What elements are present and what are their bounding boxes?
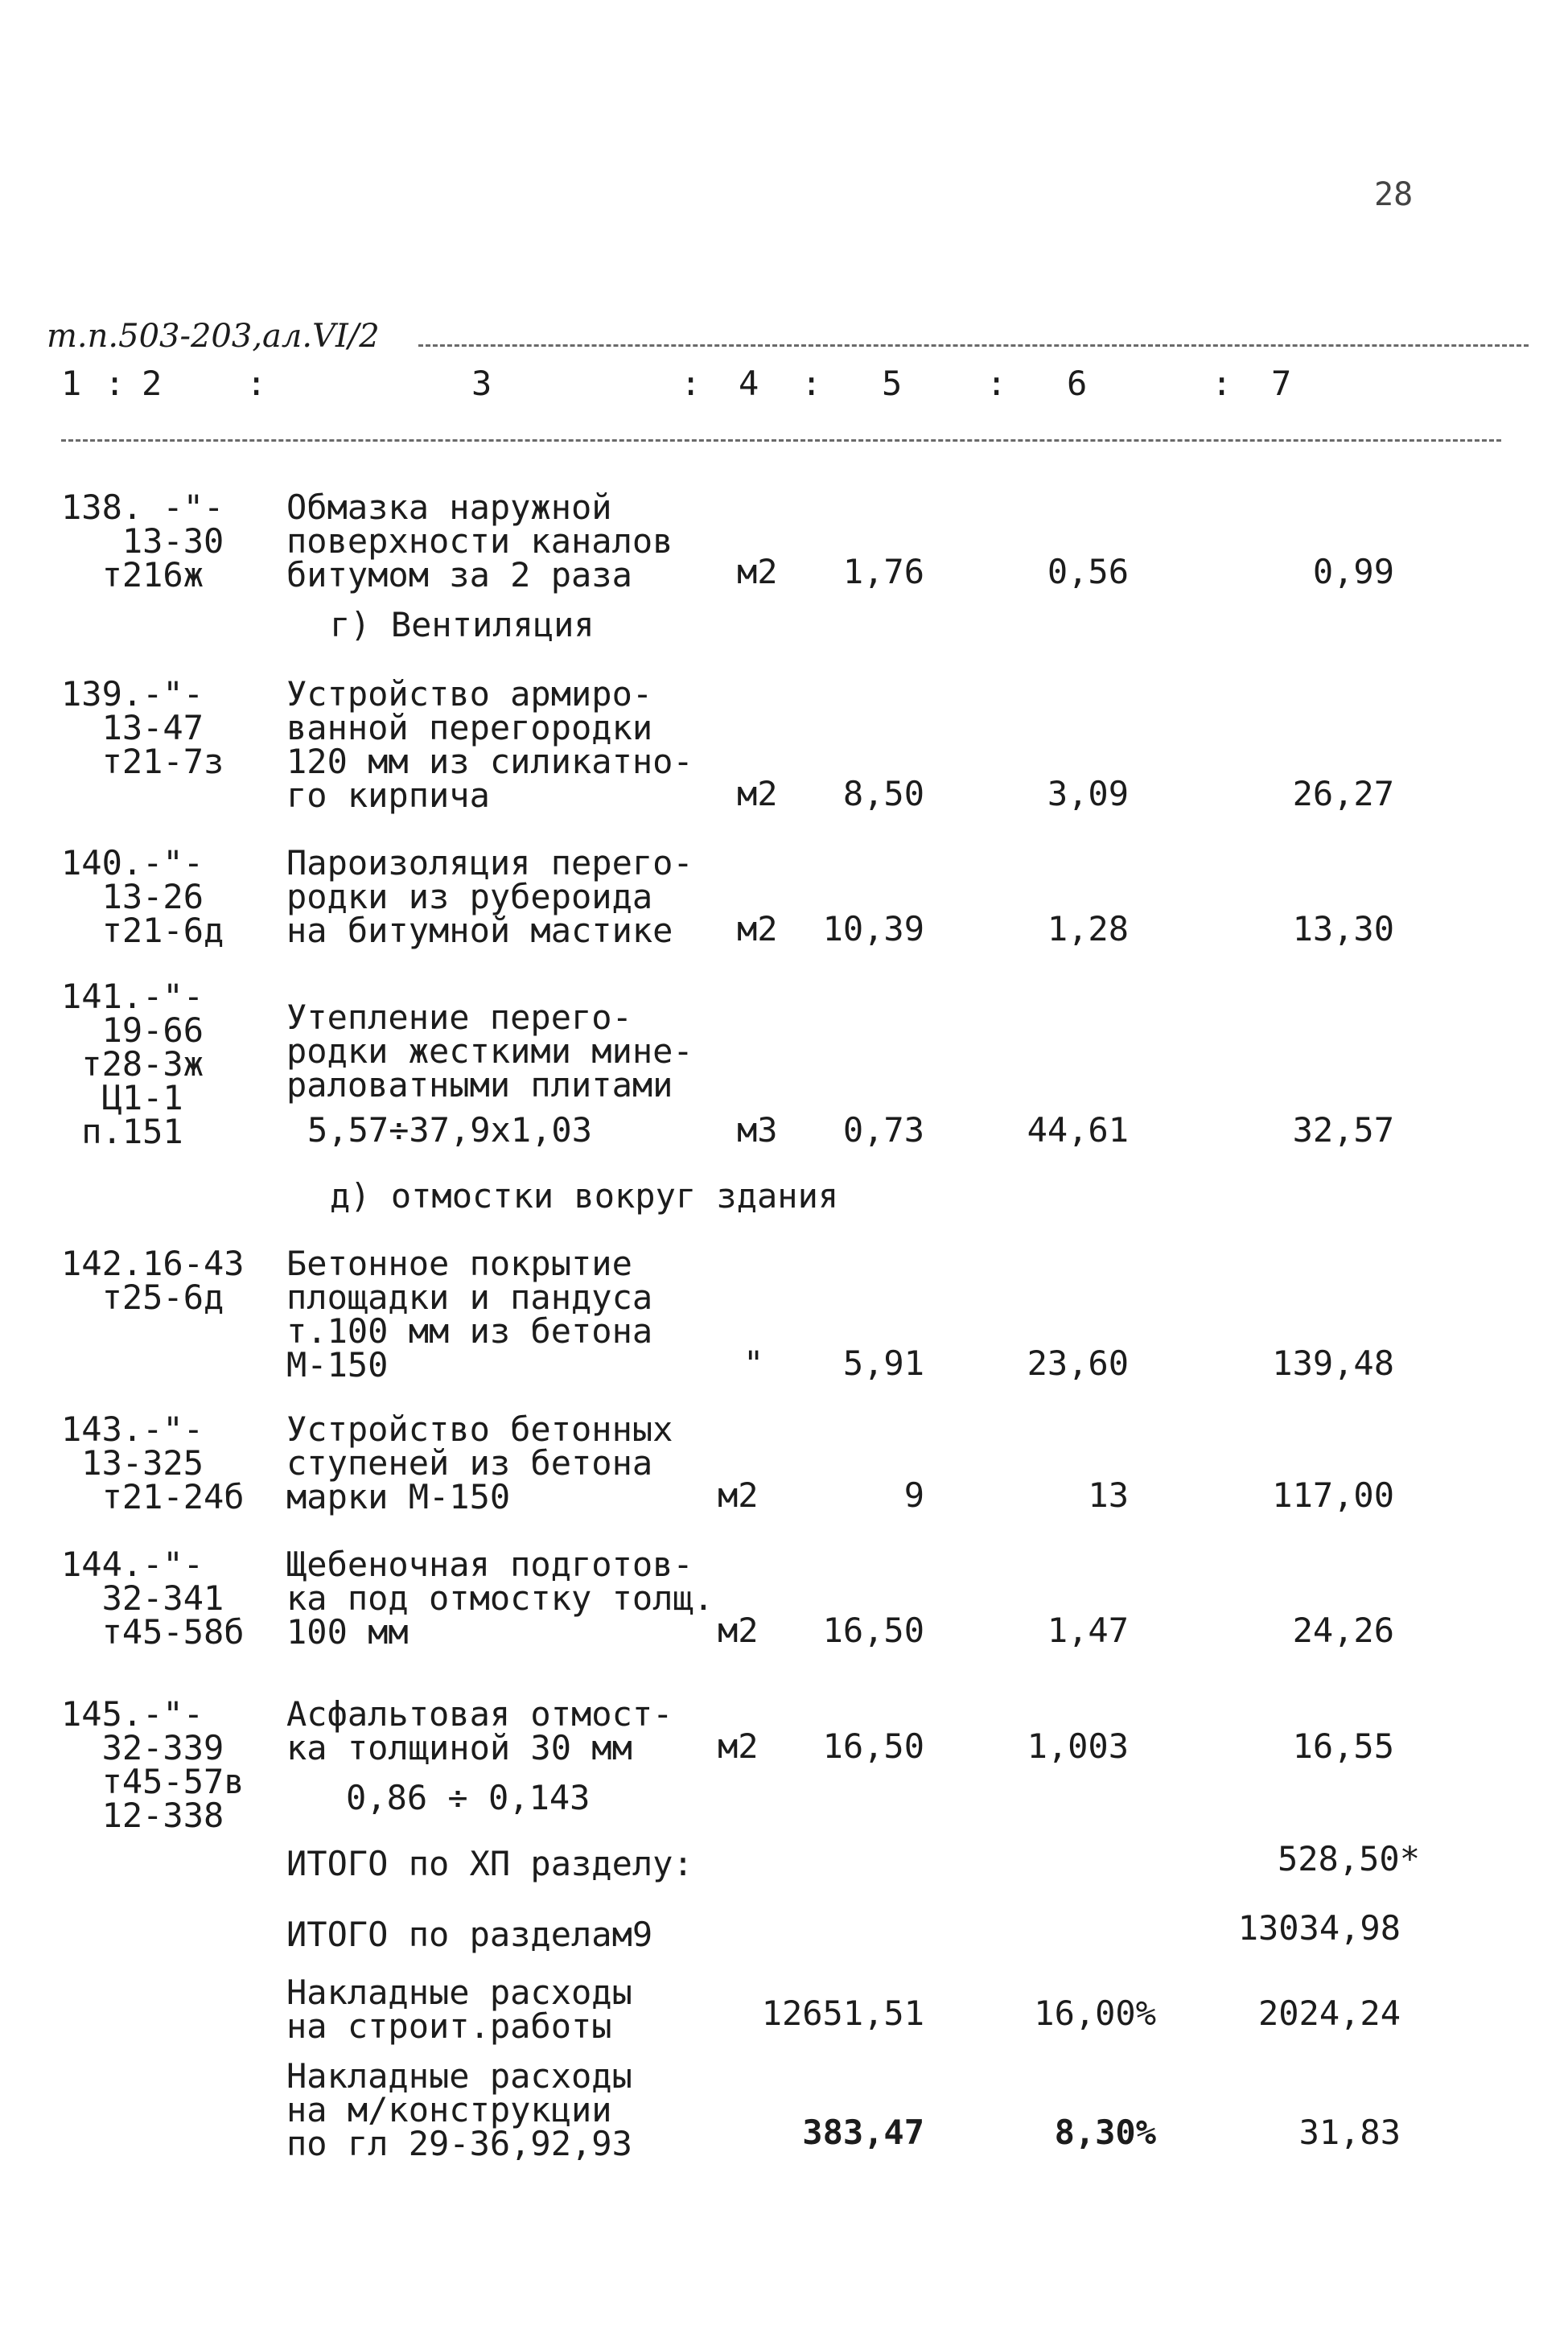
section-total-value: 528,50* (1277, 1839, 1420, 1878)
row-quantity: 10,39 (822, 909, 924, 948)
row-description: Асфальтовая отмост- ка толщиной 30 мм (286, 1694, 673, 1767)
row-quantity: 16,50 (822, 1611, 924, 1650)
column-header-2: 2 (142, 364, 163, 403)
row-unit: м3 (737, 1110, 778, 1150)
row-total: 16,55 (1292, 1726, 1394, 1766)
column-separator: : (1212, 364, 1233, 403)
row-total: 32,57 (1292, 1110, 1394, 1150)
row-unit: м2 (718, 1726, 759, 1766)
row-unit-price: 1,003 (1027, 1726, 1129, 1766)
row-total: 117,00 (1272, 1475, 1394, 1515)
row-quantity: 5,91 (842, 1343, 924, 1383)
row-unit-price: 23,60 (1027, 1343, 1129, 1383)
overhead-construction-rate: 16,00% (1034, 1994, 1156, 2033)
column-header-6: 6 (1067, 364, 1088, 403)
overhead-metal-rate: 8,30% (1054, 2113, 1156, 2152)
row-unit: м2 (737, 552, 778, 591)
row-description: Утепление перего- родки жесткими мине- раловатными плитами (286, 998, 693, 1105)
row-total: 139,48 (1272, 1343, 1394, 1383)
row-total: 0,99 (1312, 552, 1394, 591)
overhead-metal-value: 31,83 (1298, 2113, 1401, 2152)
overhead-construction-value: 2024,24 (1257, 1994, 1401, 2033)
overhead-construction-base: 12651,51 (761, 1994, 924, 2033)
row-formula: 5,57÷37,9х1,03 (307, 1110, 593, 1150)
column-separator: : (246, 364, 267, 403)
row-quantity: 8,50 (842, 774, 924, 813)
sections-total-value: 13034,98 (1237, 1908, 1401, 1948)
column-header-3: 3 (471, 364, 492, 403)
column-separator: : (105, 364, 126, 403)
row-description: Устройство армиро- ванной перегородки 120 мм из силикатно- го кирпича (286, 674, 693, 815)
row-unit-price: 13 (1088, 1475, 1129, 1515)
row-quantity: 1,76 (842, 552, 924, 591)
row-code: 141.-"- 19-66 т28-3ж Ц1-1 п.151 (61, 977, 204, 1151)
column-header-5: 5 (882, 364, 903, 403)
row-unit: м2 (718, 1611, 759, 1650)
section-total-label: ИТОГО по ХП разделу: (286, 1844, 693, 1883)
row-description: Обмазка наружной поверхности каналов битумом за 2 раза (286, 488, 673, 595)
row-code: 144.-"- 32-341 т45-58б (61, 1545, 245, 1652)
row-unit-price: 44,61 (1027, 1110, 1129, 1150)
section-heading: д) отмостки вокруг здания (330, 1176, 839, 1216)
row-unit: м2 (737, 909, 778, 948)
row-formula: 0,86 ÷ 0,143 (346, 1778, 591, 1817)
row-unit-price: 0,56 (1047, 552, 1129, 591)
row-unit-price: 3,09 (1047, 774, 1129, 813)
column-separator: : (986, 364, 1007, 403)
row-code: 139.-"- 13-47 т21-7з (61, 674, 224, 781)
column-separator: : (681, 364, 702, 403)
document-reference: т.п.503-203,ал.VI/2 (47, 318, 380, 355)
row-unit: " (743, 1343, 764, 1383)
overhead-metal-base: 383,47 (802, 2113, 924, 2152)
row-quantity: 0,73 (842, 1110, 924, 1150)
row-quantity: 16,50 (822, 1726, 924, 1766)
row-code: 143.-"- 13-325 т21-24б (61, 1409, 245, 1516)
column-separator: : (801, 364, 822, 403)
column-header-1: 1 (61, 364, 82, 403)
row-unit: м2 (737, 774, 778, 813)
row-quantity: 9 (903, 1475, 924, 1515)
column-header-4: 4 (739, 364, 759, 403)
row-unit-price: 1,47 (1047, 1611, 1129, 1650)
header-rule-bottom (61, 439, 1501, 442)
sections-total-label: ИТОГО по разделам9 (286, 1915, 653, 1954)
row-unit-price: 1,28 (1047, 909, 1129, 948)
row-description: Устройство бетонных ступеней из бетона марки М-150 (286, 1409, 673, 1516)
column-header-7: 7 (1271, 364, 1292, 403)
section-heading: г) Вентиляция (330, 605, 595, 644)
overhead-construction-label: Накладные расходы на строит.работы (286, 1973, 632, 2046)
row-total: 26,27 (1292, 774, 1394, 813)
row-code: 138. -"- 13-30 т216ж (61, 488, 224, 595)
row-total: 24,26 (1292, 1611, 1394, 1650)
row-description: Бетонное покрытие площадки и пандуса т.100 мм из бетона М-150 (286, 1244, 653, 1385)
row-code: 145.-"- 32-339 т45-57в 12-338 (61, 1694, 245, 1835)
page-number: 28 (1374, 176, 1414, 213)
row-description: Пароизоляция перего- родки из рубероида на битумной мастике (286, 843, 693, 950)
overhead-metal-label: Накладные расходы на м/конструкции по гл 29-36,92,93 (286, 2056, 632, 2163)
header-rule-top (418, 344, 1529, 347)
row-code: 140.-"- 13-26 т21-6д (61, 843, 224, 950)
row-description: Щебеночная подготов- ка под отмостку толщ. 100 мм (286, 1545, 714, 1652)
row-code: 142.16-43 т25-6д (61, 1244, 245, 1317)
row-total: 13,30 (1292, 909, 1394, 948)
row-unit: м2 (718, 1475, 759, 1515)
